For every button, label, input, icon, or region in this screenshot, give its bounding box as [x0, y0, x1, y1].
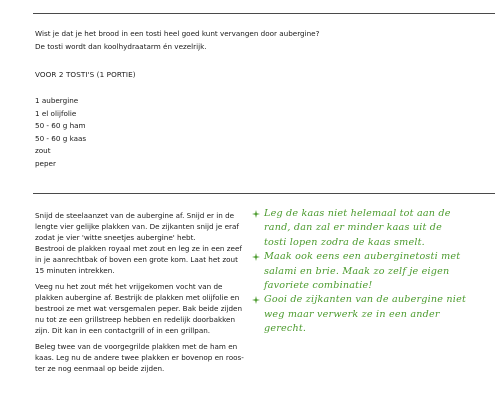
tip-line: salami en brie. Maak zo zelf je eigen: [264, 265, 450, 277]
step-line: Beleg twee van de voorgegrilde plakken met de ham en: [35, 342, 238, 351]
step-line: bestrooi ze met wat versgemalen peper. Bak beide zijden: [35, 304, 243, 313]
step-line: lengte vier gelijke plakken van. De zijkanten snijd je eraf: [35, 222, 239, 231]
tip-item: [252, 250, 492, 293]
tip-line: Leg de kaas niet helemaal tot aan de: [264, 208, 451, 219]
step-line: ter ze nog eenmaal op beide zijden.: [35, 364, 165, 373]
tips-column: [252, 207, 492, 337]
step-line: zijn. Dit kan in een contactgrill of in een grillpan.: [35, 326, 211, 335]
step-line: kaas. Leg nu de andere twee plakken er bovenop en roos-: [35, 353, 244, 362]
step-line: plakken aubergine af. Bestrijk de plakken met olijfolie en: [35, 293, 240, 302]
step-line: in je aanrechtbak of boven een grote kom. Laat het zout: [35, 255, 238, 264]
tip-line: gerecht.: [264, 323, 307, 335]
tip-line: Maak ook eens een auberginetosti met: [264, 251, 461, 263]
tip-line: Gooi de zijkanten van de aubergine niet: [264, 294, 467, 306]
intro-line: Wist je dat je het brood in een tosti heel goed kunt vervangen door aubergine?: [35, 29, 320, 38]
step-line: zodat je vier 'witte sneetjes aubergine' hebt.: [35, 233, 196, 242]
ingredient-item: zout: [35, 146, 51, 156]
step-paragraph: [35, 341, 260, 374]
top-divider: [33, 13, 495, 14]
ingredient-list: [35, 95, 86, 171]
intro-line: De tosti wordt dan koolhydraatarm én vezelrijk.: [35, 41, 207, 51]
tip-line: tosti lopen zodra de kaas smelt.: [264, 236, 425, 248]
sparkle-star-icon: [252, 253, 260, 261]
step-line: Bestrooi de plakken royaal met zout en leg ze in een zeef: [35, 244, 242, 253]
tip-line: weg maar verwerk ze in een ander: [264, 308, 440, 320]
recipe-heading: VOOR 2 TOSTI'S (1 PORTIE): [35, 70, 136, 79]
intro-text: [35, 28, 319, 53]
ingredient-item: 1 aubergine: [35, 96, 79, 105]
tip-item: [252, 207, 492, 250]
sparkle-star-icon: [252, 210, 260, 218]
step-line: Veeg nu het zout mét het vrijgekomen vocht van de: [35, 282, 223, 291]
step-line: Snijd de steelaanzet van de aubergine af. Snijd er in de: [35, 211, 235, 220]
tip-item: [252, 293, 492, 336]
section-divider: [33, 193, 495, 194]
tip-line: rand, dan zal er minder kaas uit de: [264, 222, 443, 234]
ingredient-item: 50 - 60 g ham: [35, 121, 86, 131]
step-line: nu tot ze een grillstreep hebben en redelijk doorbakken: [35, 315, 236, 324]
preparation-steps: [35, 210, 260, 379]
ingredient-item: 50 - 60 g kaas: [35, 133, 87, 143]
sparkle-star-icon: [252, 296, 260, 304]
step-line: 15 minuten intrekken.: [35, 266, 115, 275]
ingredient-item: peper: [35, 158, 56, 168]
ingredient-item: 1 el olijfolie: [35, 108, 77, 118]
tip-line: favoriete combinatie!: [264, 279, 373, 291]
step-paragraph: [35, 210, 260, 276]
step-paragraph: [35, 281, 260, 336]
